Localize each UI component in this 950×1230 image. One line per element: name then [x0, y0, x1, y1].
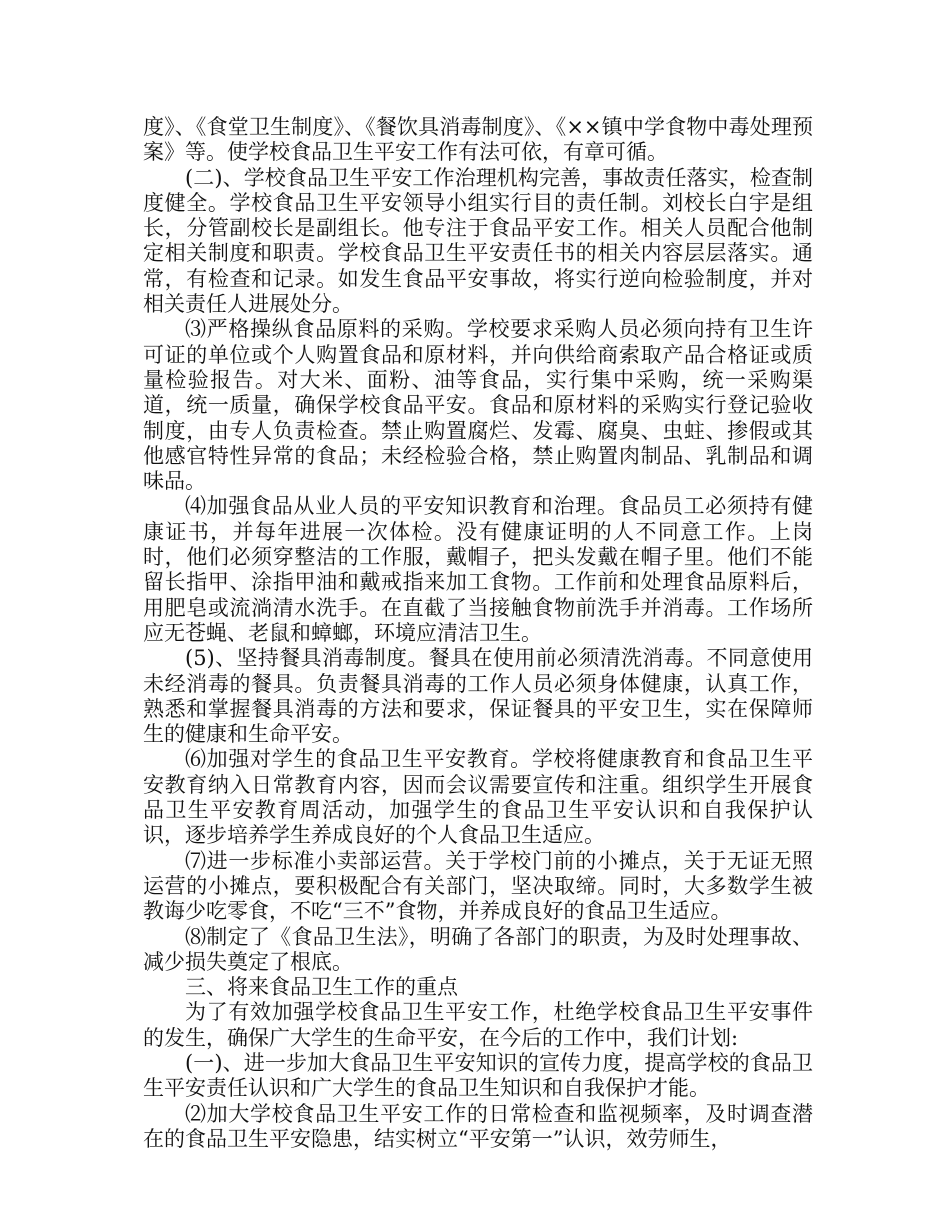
- paragraph-section-8: ⑻制定了《食品卫生法》，明确了各部门的职责，为及时处理事故、减少损失奠定了根底。: [143, 924, 813, 974]
- paragraph-continuation: 度》、《食堂卫生制度》、《餐饮具消毒制度》、《××镇中学食物中毒处理预案》等。使学校食品卫生平安工作有法可依，有章可循。: [143, 115, 813, 165]
- document-body: [143, 115, 813, 1152]
- paragraph-section-5: (5)、坚持餐具消毒制度。餐具在使用前必须清洗消毒。不同意使用未经消毒的餐具。负责餐具消毒的工作人员必须身体健康，认真工作，熟悉和掌握餐具消毒的方法和要求，保证餐具的平安卫生，实在保障师生的健康和生命平安。: [143, 646, 813, 747]
- paragraph-section-6: ⑹加强对学生的食品卫生平安教育。学校将健康教育和食品卫生平安教育纳入日常教育内容，因而会议需要宣传和注重。组织学生开展食品卫生平安教育周活动，加强学生的食品卫生平安认识和自我保护认识，逐步培养学生养成良好的个人食品卫生适应。: [143, 747, 813, 848]
- paragraph-plan-intro: 为了有效加强学校食品卫生平安工作，杜绝学校食品卫生平安事件的发生，确保广大学生的生命平安，在今后的工作中，我们计划:: [143, 1000, 813, 1050]
- paragraph-section-2: (二)、学校食品卫生平安工作治理机构完善，事故责任落实，检查制度健全。学校食品卫生平安领导小组实行目的责任制。刘校长白宇是组长，分管副校长是副组长。他专注于食品平安工作。相关人员配合他制定相关制度和职责。学校食品卫生平安责任书的相关内容层层落实。通常，有检查和记录。如发生食品平安事故，将实行逆向检验制度，并对相关责任人进展处分。: [143, 165, 813, 317]
- paragraph-plan-2: ⑵加大学校食品卫生平安工作的日常检查和监视频率，及时调查潜在的食品卫生平安隐患，结实树立“平安第一”认识，效劳师生，: [143, 1101, 813, 1151]
- section-heading: 三、将来食品卫生工作的重点: [185, 975, 458, 1000]
- paragraph-section-7: ⑺进一步标准小卖部运营。关于学校门前的小摊点，关于无证无照运营的小摊点，要积极配合有关部门，坚决取缔。同时，大多数学生被教诲少吃零食，不吃“三不”食物，并养成良好的食品卫生适应。: [143, 848, 813, 924]
- paragraph-plan-1: (一)、进一步加大食品卫生平安知识的宣传力度，提高学校的食品卫生平安责任认识和广大学生的食品卫生知识和自我保护才能。: [143, 1050, 813, 1101]
- paragraph-section-4: ⑷加强食品从业人员的平安知识教育和治理。食品员工必须持有健康证书，并每年进展一次体检。没有健康证明的人不同意工作。上岗时，他们必须穿整洁的工作服，戴帽子，把头发戴在帽子里。他们不能留长指甲、涂指甲油和戴戒指来加工食物。工作前和处理食品原料后，用肥皂或流淌清水洗手。在直截了当接触食物前洗手并消毒。工作场所应无苍蝇、老鼠和蟑螂，环境应清洁卫生。: [143, 494, 813, 645]
- paragraph-section-3: ⑶严格操纵食品原料的采购。学校要求采购人员必须向持有卫生许可证的单位或个人购置食品和原材料，并向供给商索取产品合格证或质量检验报告。对大米、面粉、油等食品，实行集中采购，统一采购渠道，统一质量，确保学校食品平安。食品和原材料的采购实行登记验收制度，由专人负责检查。禁止购置腐烂、发霉、腐臭、虫蛀、掺假或其他感官特性异常的食品；未经检验合格，禁止购置肉制品、乳制品和调味品。: [143, 317, 813, 494]
